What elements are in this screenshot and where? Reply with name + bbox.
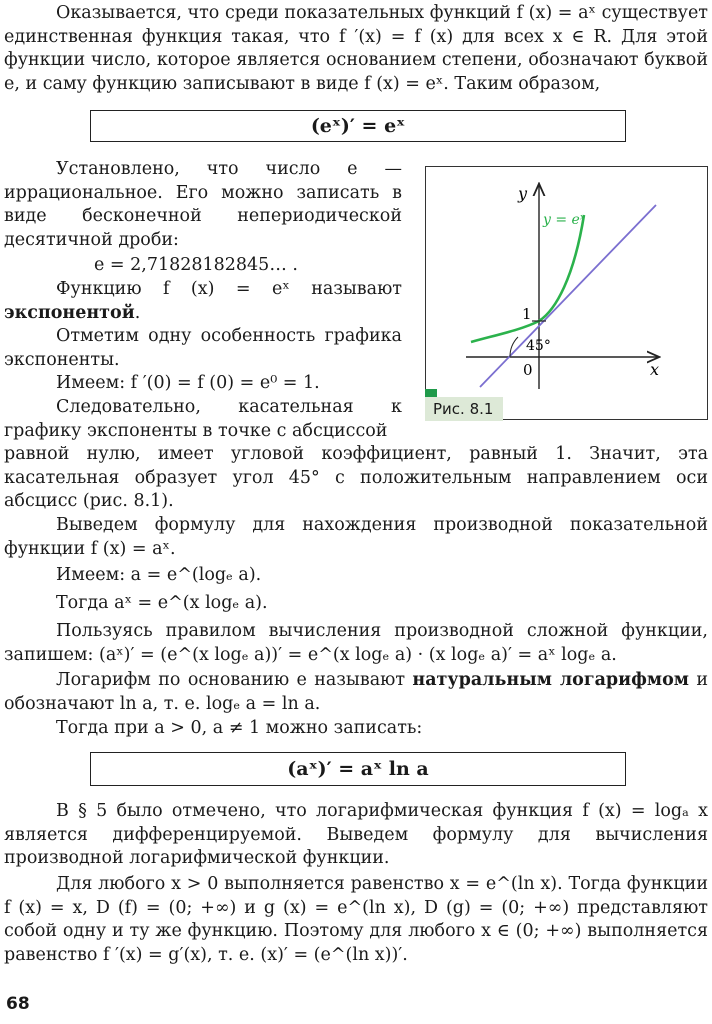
- term-exponent: экспонентой: [4, 302, 135, 323]
- line-a-equals: Имеем: a = e^(logₑ a).: [56, 565, 262, 585]
- paragraph-irrational: Установлено, что число e — иррациональное. Его можно записать в виде бесконечной непериодической десятичной дроби:: [4, 159, 402, 250]
- paragraph-derivative-at-zero: Имеем: f ′(0) = f (0) = e⁰ = 1.: [56, 373, 320, 393]
- angle-label: 45°: [526, 338, 551, 354]
- curve-label: y = eˣ: [543, 212, 585, 228]
- paragraph-x-equals-eln: Для любого x > 0 выполняется равенство x = e^(ln x). Тогда функции f (x) = x, D (f) = (0; +∞) и g (x) = e^(ln x), D (g) = (0; +∞) представляют собой одну и ту же функцию. Поэтому для любого x ∈ (0; +∞) выполняется равенство f ′(x) = g′(x), т. е. (x)′ = (e^(ln x))′.: [4, 874, 708, 965]
- paragraph-log-function: В § 5 было отмечено, что логарифмическая функция f (x) = logₐ x является дифференцируемой. Выведем формулу для вычисления производной логарифмической функции.: [4, 801, 708, 868]
- figure-8-1: [425, 166, 708, 420]
- figure-caption: Рис. 8.1: [425, 397, 503, 421]
- formula-box-ax: [90, 752, 626, 786]
- paragraph-tangent-wide: равной нулю, имеет угловой коэффициент, равный 1. Значит, эта касательная образует угол 45° с положительным направлением оси абсцисс (рис. 8.1).: [4, 444, 708, 511]
- paragraph-chain-rule: Пользуясь правилом вычисления производной сложной функции, запишем: (aˣ)′ = (e^(x logₑ a))′ = e^(x logₑ a) · (x logₑ a)′ = aˣ logₑ a.: [4, 621, 708, 665]
- paragraph-intro: Оказывается, что среди показательных функций f (x) = aˣ существует единственная функция такая, что f ′(x) = f (x) для всех x ∈ R. Для этой функции число, которое является основанием степени, обозначают буквой e, и саму функцию записывают в виде f (x) = eˣ. Таким образом,: [4, 3, 708, 94]
- paragraph-derive-exp: Выведем формулу для нахождения производной показательной функции f (x) = aˣ.: [4, 515, 708, 559]
- paragraph-tangent-narrow: Следовательно, касательная к графику экспоненты в точке с абсциссой: [4, 397, 402, 441]
- formula-exp-derivative: (eˣ)′ = eˣ: [310, 115, 406, 137]
- paragraph-natural-log: Логарифм по основанию e называют натуральным логарифмом и обозначают ln a, т. е. logₑ a = ln a.: [4, 670, 709, 714]
- formula-ax-derivative: (aˣ)′ = aˣ ln a: [287, 758, 429, 780]
- tangent-line: [480, 205, 656, 387]
- term-natural-log: натуральным логарифмом: [412, 670, 689, 690]
- x-axis-label: x: [650, 360, 660, 379]
- line-then-ax: Тогда aˣ = e^(x logₑ a).: [56, 593, 268, 613]
- formula-box-exp: [90, 110, 626, 142]
- paragraph-then-when: Тогда при a > 0, a ≠ 1 можно записать:: [56, 718, 423, 738]
- exp-graph: [426, 167, 709, 421]
- e-value: e = 2,71828182845… .: [94, 255, 298, 275]
- paragraph-graph-feature: Отметим одну особенность графика экспоненты.: [4, 326, 402, 370]
- page-number: 68: [6, 994, 30, 1014]
- zero-label: 0: [523, 361, 533, 379]
- y-axis-label: y: [518, 184, 528, 203]
- one-label: 1: [522, 305, 532, 323]
- paragraph-exponent-def: Функцию f (x) = eˣ называют экспонентой.: [4, 279, 402, 323]
